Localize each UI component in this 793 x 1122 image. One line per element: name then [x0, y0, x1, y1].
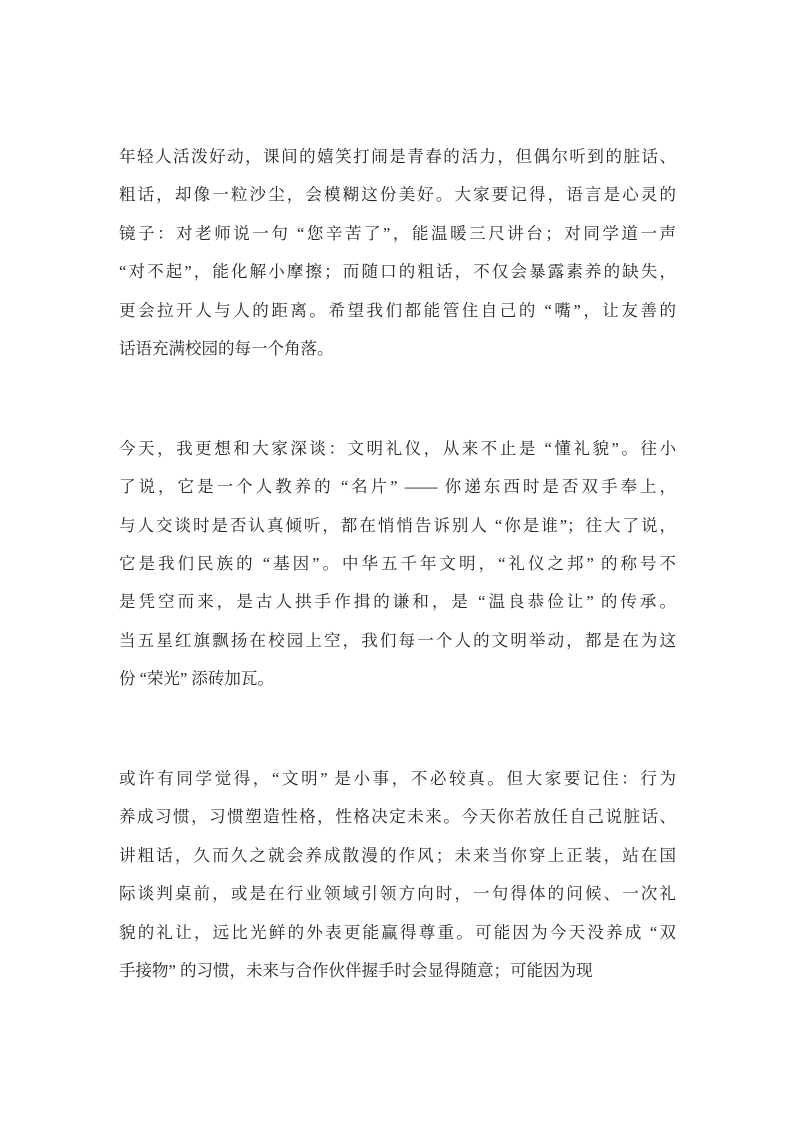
- text-line: 际谈判桌前，或是在行业领域引领方向时，一句得体的问候、一次礼: [119, 884, 676, 904]
- text-line: 与人交谈时是否认真倾听，都在悄悄告诉别人 “你是谁”；往大了说，: [119, 515, 676, 535]
- text-line: 份 “荣光” 添砖加瓦。: [119, 669, 274, 689]
- text-line: 是凭空而来，是古人拱手作揖的谦和，是 “温良恭俭让” 的传承。: [119, 592, 676, 612]
- text-line: 镜子：对老师说一句 “您辛苦了”，能温暖三尺讲台；对同学道一声: [119, 223, 676, 243]
- text-line: “对不起”，能化解小摩擦；而随口的粗话，不仅会暴露素养的缺失，: [119, 262, 676, 282]
- document-text-block: [119, 138, 676, 990]
- text-line: 话语充满校园的每一个角落。: [119, 338, 334, 358]
- text-line: 年轻人活泼好动，课间的嬉笑打闹是青春的活力，但偶尔听到的脏话、: [119, 147, 676, 166]
- text-line: 今天，我更想和大家深谈：文明礼仪，从来不止是 “懂礼貌”。往小: [119, 438, 676, 458]
- paragraph: [119, 430, 676, 699]
- text-line: 了说，它是一个人教养的 “名片” —— 你递东西时是否双手奉上，: [119, 477, 676, 497]
- text-line: 粗话，却像一粒沙尘，会模糊这份美好。大家要记得，语言是心灵的: [119, 185, 676, 205]
- paragraph: [119, 760, 676, 990]
- text-line: 更会拉开人与人的距离。希望我们都能管住自己的 “嘴”，让友善的: [119, 300, 676, 320]
- text-line: 手接物” 的习惯，未来与合作伙伴握手时会显得随意；可能因为现: [119, 961, 593, 981]
- text-line: 或许有同学觉得，“文明” 是小事，不必较真。但大家要记住：行为: [119, 769, 676, 789]
- paragraph: [119, 138, 676, 368]
- text-line: 讲粗话，久而久之就会养成散漫的作风；未来当你穿上正装，站在国: [119, 845, 676, 865]
- text-line: 当五星红旗飘扬在校园上空，我们每一个人的文明举动，都是在为这: [119, 630, 676, 650]
- text-line: 它是我们民族的 “基因”。中华五千年文明，“礼仪之邦” 的称号不: [119, 554, 676, 574]
- text-line: 貌的礼让，远比光鲜的外表更能赢得尊重。可能因为今天没养成 “双: [119, 922, 676, 942]
- text-line: 养成习惯，习惯塑造性格，性格决定未来。今天你若放任自己说脏话、: [119, 807, 676, 827]
